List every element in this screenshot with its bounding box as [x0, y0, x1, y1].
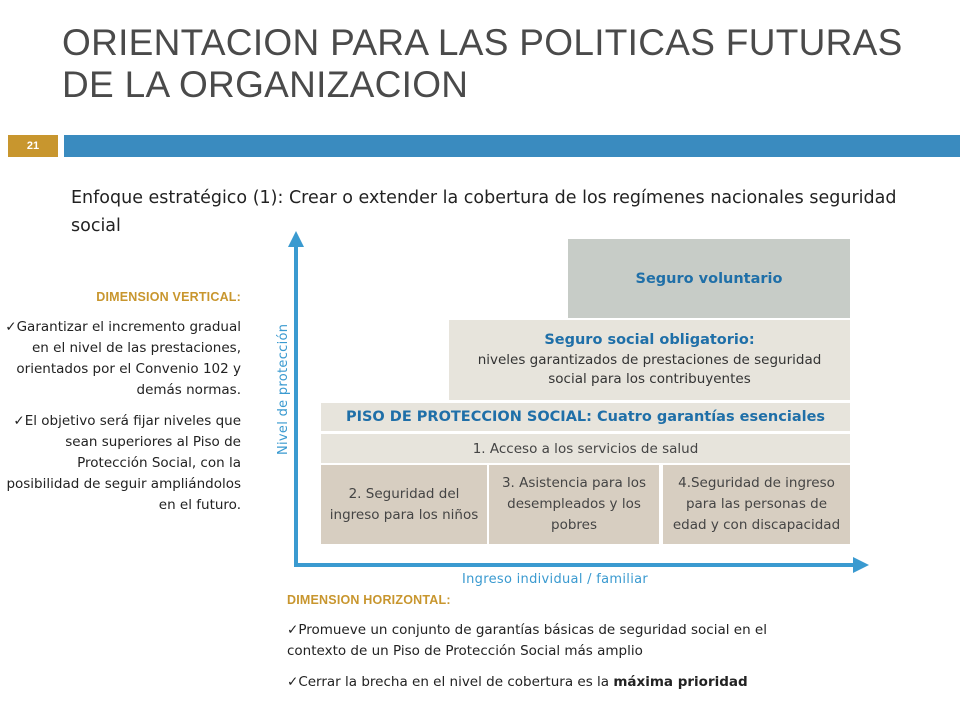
horizontal-dimension-item: ✓Cerrar la brecha en el nivel de cobertura es la máxima prioridad: [287, 674, 748, 690]
vertical-dimension-item: ✓Garantizar el incremento gradual en el nivel de las prestaciones, orientados por el Convenio 102 y demás normas.: [5, 319, 241, 398]
piso-proteccion-label: PISO DE PROTECCION SOCIAL: Cuatro garantías esenciales: [345, 409, 826, 425]
checkmark-icon: ✓: [287, 622, 299, 638]
seguro-obligatorio-box: [449, 320, 850, 400]
piso-proteccion-box: [321, 403, 850, 431]
vertical-dimension-panel: [0, 290, 241, 526]
checkmark-icon: ✓: [5, 319, 17, 335]
horizontal-dimension-panel: [287, 593, 807, 703]
guarantee-label: 3. Asistencia para los desempleados y los pobres: [501, 475, 647, 533]
slide-title: ORIENTACION PARA LAS POLITICAS FUTURAS DE LA ORGANIZACION: [62, 22, 903, 105]
horizontal-dimension-heading: DIMENSION HORIZONTAL:: [287, 593, 451, 607]
y-axis-label: Nivel de protección: [276, 323, 291, 455]
seguro-obligatorio-text: niveles garantizados de prestaciones de seguridad social para los contribuyentes: [477, 351, 822, 387]
guarantee-label: 2. Seguridad del ingreso para los niños: [329, 485, 479, 523]
seguro-voluntario-label: Seguro voluntario: [635, 270, 783, 287]
x-axis-arrow-icon: [853, 557, 869, 573]
seguro-voluntario-box: [568, 239, 850, 318]
priority-emphasis: máxima prioridad: [613, 674, 748, 690]
vertical-dimension-item: ✓El objetivo será fijar niveles que sean superiores al Piso de Protección Social, con la posibilidad de seguir ampliándolos en el futuro.: [6, 413, 241, 513]
slide-number: 21: [8, 135, 58, 157]
slide-subtitle: Enfoque estratégico (1): Crear o extender la cobertura de los regímenes nacionales seguridad social: [71, 188, 897, 236]
vertical-dimension-heading: DIMENSION VERTICAL:: [96, 290, 241, 304]
x-axis-label: Ingreso individual / familiar: [462, 572, 649, 587]
guarantee-box-ninos: [321, 465, 487, 544]
salud-box: [321, 434, 850, 463]
title-rule-bar: [64, 135, 960, 157]
salud-label: 1. Acceso a los servicios de salud: [472, 440, 699, 457]
guarantee-box-desempleados: [489, 465, 659, 544]
guarantee-box-edad: [663, 465, 850, 544]
seguro-obligatorio-title: Seguro social obligatorio:: [544, 331, 755, 348]
guarantee-label: 4.Seguridad de ingreso para las personas de edad y con discapacidad: [672, 475, 841, 533]
checkmark-icon: ✓: [287, 674, 299, 690]
horizontal-dimension-item: ✓Promueve un conjunto de garantías básicas de seguridad social en el contexto de un Piso de Protección Social más amplio: [287, 622, 767, 659]
checkmark-icon: ✓: [13, 413, 25, 429]
